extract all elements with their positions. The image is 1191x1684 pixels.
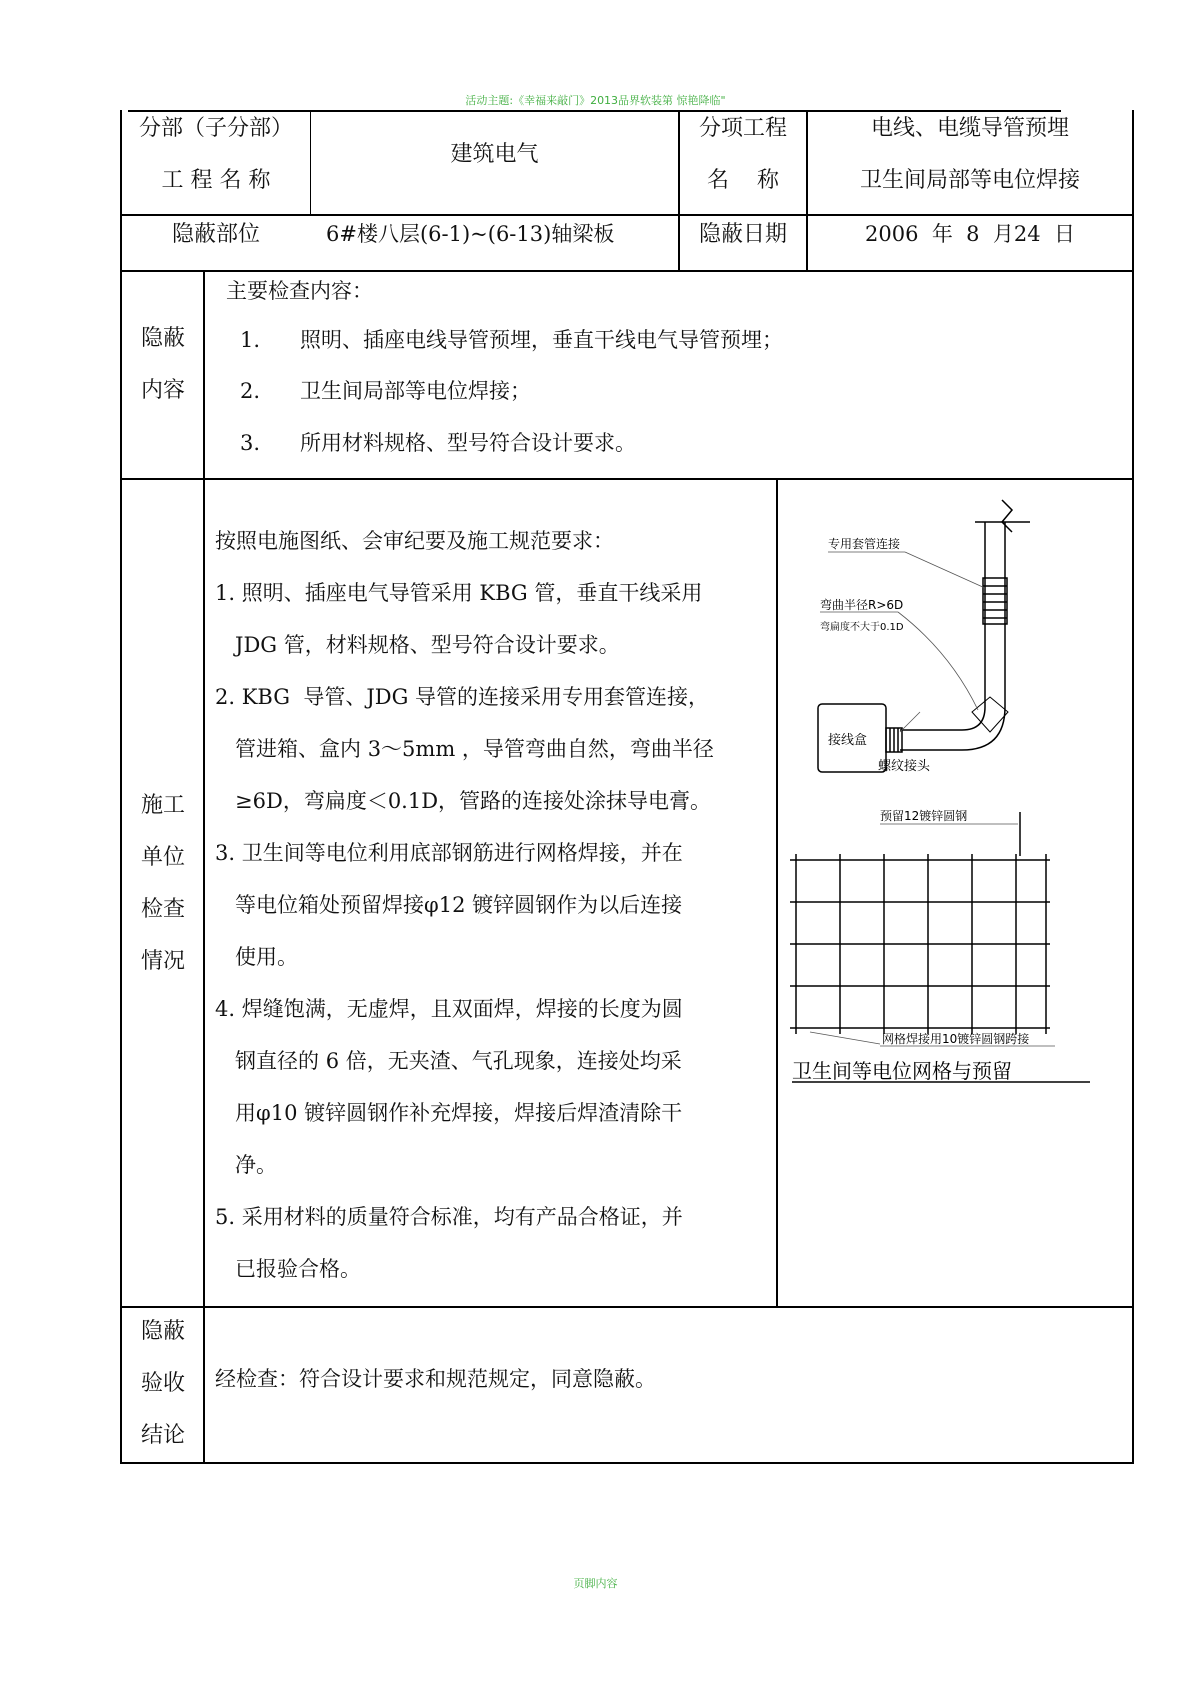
concealed-label-line: 隐蔽 — [140, 326, 185, 351]
item-value-line2: 卫生间局部等电位焊接 — [859, 168, 1080, 193]
inspection-line: 3. 卫生间等电位利用底部钢筋进行网格焊接，并在 — [215, 841, 683, 865]
reserve-label: 预留12镀锌圆钢 — [880, 809, 968, 823]
concealed-heading: 主要检查内容： — [226, 279, 373, 303]
inspection-line: 使用。 — [215, 945, 299, 969]
concealed-item-num: 3. — [240, 431, 261, 455]
conclusion-text: 经检查：符合设计要求和规范规定，同意隐蔽。 — [215, 1367, 656, 1391]
date-label: 隐蔽日期 — [698, 222, 787, 247]
inspection-line: ≥6D，弯扁度＜0.1D，管路的连接处涂抹导电膏。 — [215, 789, 712, 813]
concealed-item-text: 卫生间局部等电位焊接； — [300, 379, 531, 403]
sleeve-label: 专用套管连接 — [828, 537, 901, 551]
inspection-line: 5. 采用材料的质量符合标准，均有产品合格证，并 — [215, 1205, 683, 1229]
conclusion-label-line: 结论 — [140, 1423, 185, 1448]
inspection-line: 等电位箱处预留焊接φ12 镀锌圆钢作为以后连接 — [215, 893, 683, 917]
inspection-label-line: 单位 — [140, 845, 185, 870]
inspection-label-line: 施工 — [140, 793, 185, 818]
item-label-line2: 名 称 — [707, 168, 779, 193]
inspection-line: 用φ10 镀锌圆钢作补充焊接，焊接后焊渣清除干 — [215, 1101, 683, 1125]
inspection-line: 已报验合格。 — [215, 1257, 362, 1281]
conclusion-label — [122, 1306, 204, 1462]
conclusion-label-line: 验收 — [140, 1371, 185, 1396]
concealed-item-text: 所用材料规格、型号符合设计要求。 — [300, 431, 636, 455]
header-note: 活动主题:《幸福来敲门》2013品界软装第 惊艳降临" — [465, 94, 726, 107]
thread-label: 螺纹接头 — [878, 759, 931, 774]
concealed-item-num: 2. — [240, 379, 261, 403]
concealed-item-text: 照明、插座电线导管预埋，垂直干线电气导管预埋； — [300, 328, 783, 352]
inspection-label-line: 检查 — [140, 897, 185, 922]
inspection-line: 2. KBG 导管、JDG 导管的连接采用专用套管连接， — [215, 685, 710, 709]
inspection-line: 按照电施图纸、会审纪要及施工规范要求： — [215, 529, 614, 553]
inspection-line: 钢直径的 6 倍，无夹渣、气孔现象，连接处均采 — [215, 1049, 682, 1073]
inspection-label — [122, 780, 204, 988]
inspection-line: 4. 焊缝饱满，无虚焊，且双面焊，焊接的长度为圆 — [215, 997, 683, 1021]
box-label: 接线盒 — [828, 733, 868, 748]
diagram-caption: 卫生间等电位网格与预留 — [792, 1059, 1012, 1083]
inspection-line: 净。 — [215, 1153, 278, 1177]
item-label-line1: 分项工程 — [698, 116, 787, 141]
radius-label: 弯曲半径R>6D — [820, 598, 904, 612]
inspection-label-line: 情况 — [140, 949, 185, 974]
concealed-label — [122, 313, 204, 417]
subdivision-label-line2: 工 程 名 称 — [161, 168, 271, 193]
concealed-item-num: 1. — [240, 328, 261, 352]
concealed-label-line: 内容 — [140, 378, 185, 403]
location-value: 6#楼八层(6-1)~(6-13)轴梁板 — [326, 222, 615, 246]
conduit-diagram — [780, 482, 1130, 1302]
inspection-line: JDG 管，材料规格、型号符合设计要求。 — [215, 633, 620, 657]
item-value-line1: 电线、电缆导管预埋 — [870, 116, 1069, 141]
grid-label: 网格焊接用10镀锌圆钢跨接 — [882, 1032, 1030, 1046]
inspection-line: 管进箱、盒内 3～5mm ，导管弯曲自然，弯曲半径 — [215, 737, 714, 761]
date-value: 2006 年 8 月24 日 — [865, 222, 1075, 246]
location-label: 隐蔽部位 — [171, 222, 260, 247]
flat-label: 弯扁度不大于0.1D — [820, 622, 904, 633]
subdivision-value: 建筑电气 — [450, 142, 539, 167]
grid-diagram — [790, 812, 1050, 1034]
footer-note: 页脚内容 — [573, 1577, 618, 1590]
subdivision-label-line1: 分部（子分部） — [138, 116, 293, 141]
inspection-line: 1. 照明、插座电气导管采用 KBG 管，垂直干线采用 — [215, 581, 703, 605]
conclusion-label-line: 隐蔽 — [140, 1319, 185, 1344]
